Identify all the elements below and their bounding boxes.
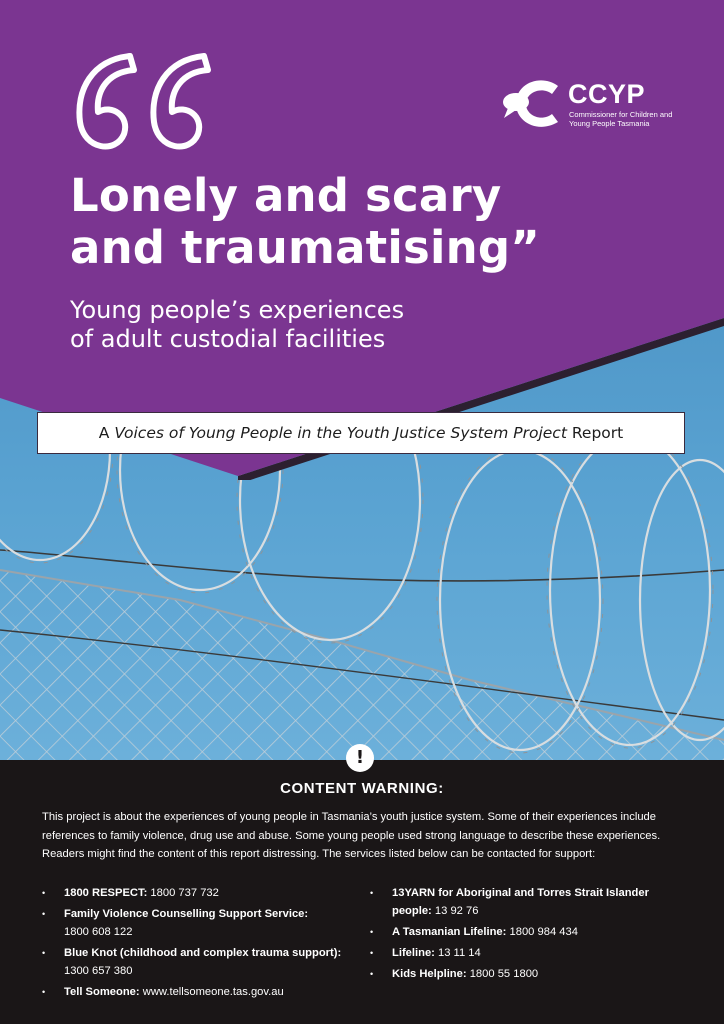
service-name: 13YARN for Aboriginal and Torres Strait Islander people: [392,887,649,917]
subtitle-line-2: of adult custodial facilities [70,325,386,353]
logo-name: CCYP [568,79,646,109]
service-contact: 1800 608 122 [64,926,133,938]
bullet: • [370,969,374,979]
bullet: • [370,948,374,958]
service-name: 1800 RESPECT: [64,887,148,899]
page-subtitle [70,296,630,354]
service-name: Kids Helpline: [392,968,467,980]
subtitle-line-1: Young people’s experiences [70,296,405,324]
service-contact: www.tellsomeone.tas.gov.au [139,986,284,998]
report-series-banner [37,412,685,454]
service-contact: 1300 657 380 [64,965,133,977]
list-item [42,905,360,941]
service-name: Blue Knot (childhood and complex trauma support): [64,947,342,959]
service-contact: 1800 984 434 [506,926,578,938]
bullet: • [370,888,374,898]
exclamation-glyph: ! [355,747,365,768]
service-name: A Tasmanian Lifeline: [392,926,507,938]
list-item [370,944,690,962]
title-line-1: Lonely and scary [70,169,502,222]
list-item [42,884,360,902]
service-name: Lifeline: [392,947,435,959]
content-warning-text: This project is about the experiences of young people in Tasmania’s youth justice system. Some of their experiences include references to family violence, drug use and abuse. Some young people used strong language to describe these experiences. Readers might find the content of this report distressing. The services listed below can be contacted for support: [42,811,661,860]
service-contact: 13 92 76 [431,905,479,917]
content-warning-heading: CONTENT WARNING: [280,780,444,797]
opening-quote-icon [72,50,222,158]
service-name: Tell Someone: [64,986,140,998]
bullet: • [42,948,46,958]
list-item [370,923,690,941]
bullet: • [42,987,46,997]
list-item [42,983,360,1001]
service-name: Family Violence Counselling Support Service: [64,908,309,920]
list-item [370,884,690,920]
report-project-name: Voices of Young People in the Youth Justice System Project [114,424,567,442]
exclamation-icon [346,744,374,772]
support-services-list-right [370,884,690,986]
service-contact: 1800 737 732 [147,887,219,899]
bullet: • [42,909,46,919]
list-item [42,944,360,980]
report-suffix: Report [566,424,624,442]
list-item [370,965,690,983]
support-services-list-left [42,884,360,1004]
bullet: • [370,927,374,937]
service-contact: 13 11 14 [434,947,481,959]
logo-subtitle: Commissioner for Children and Young People Tasmania [569,110,673,128]
page-title [70,170,670,274]
title-line-2: and traumatising” [70,221,541,274]
service-contact: 1800 55 1800 [466,968,539,980]
bullet: • [42,888,46,898]
report-prefix: A [98,424,115,442]
